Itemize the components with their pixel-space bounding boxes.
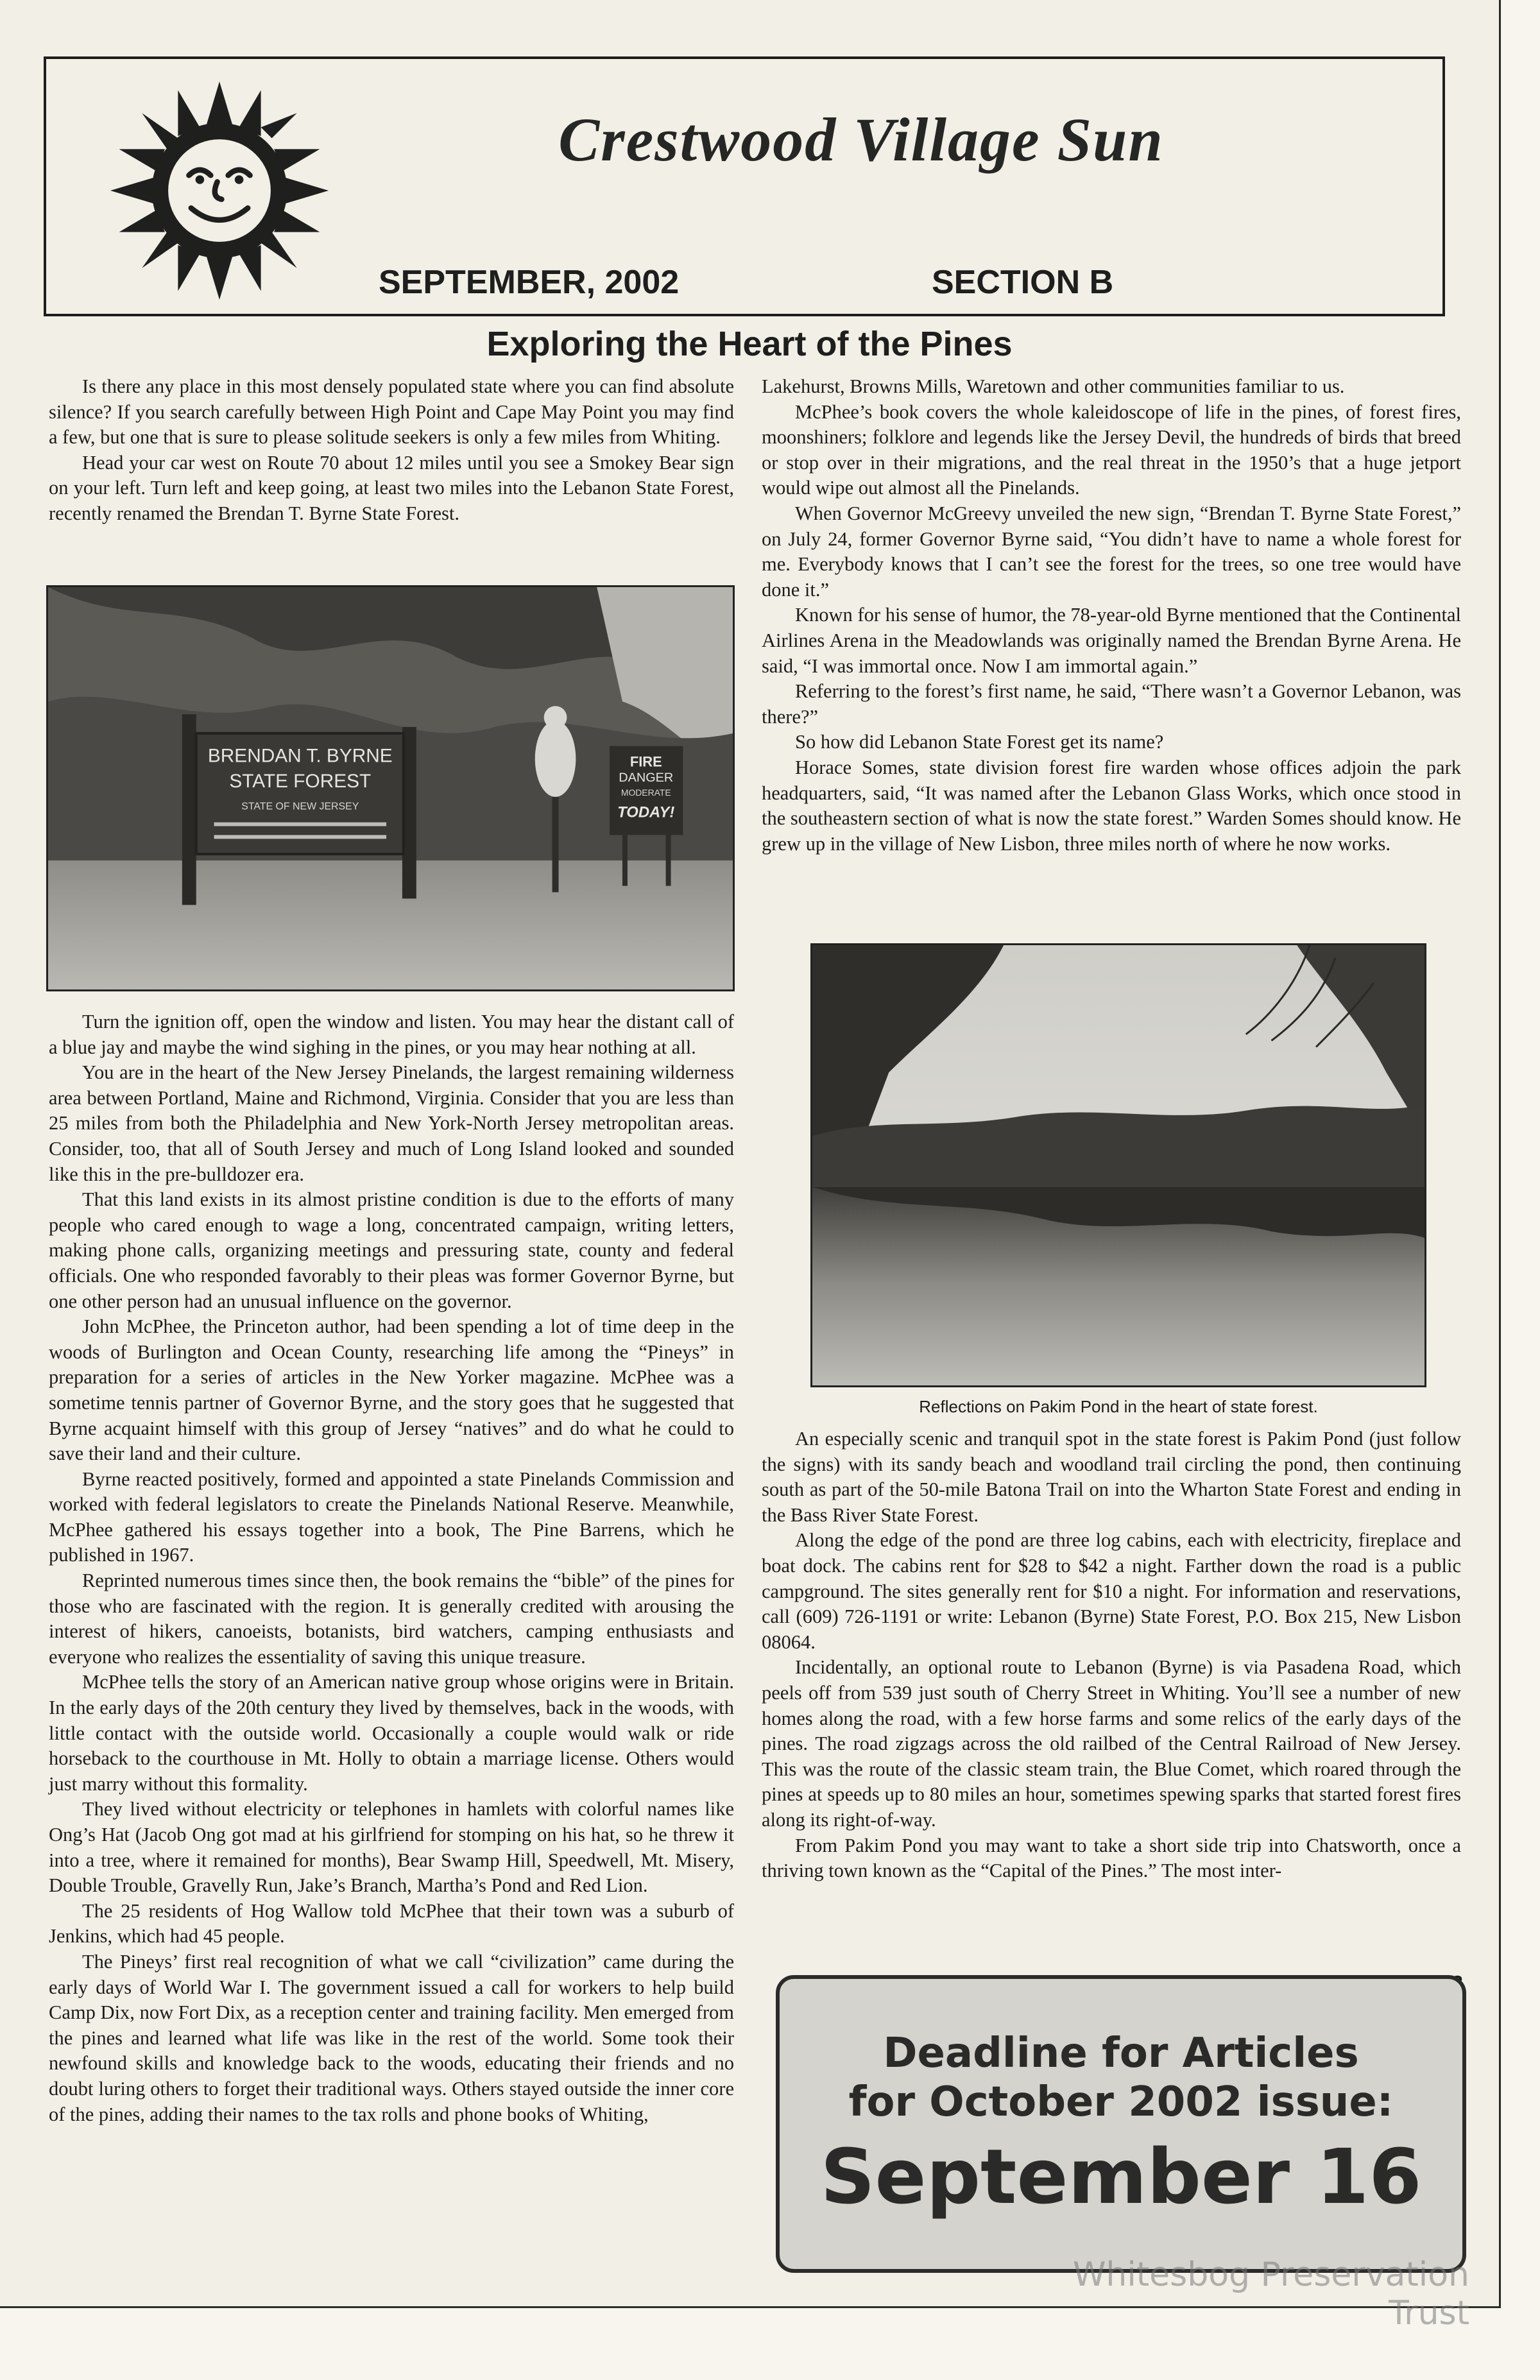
paragraph: McPhee tells the story of an American native group whose origins were in Britain. In the early days of the 20th century they lived by themselves, back in the woods, with little contact with the outside world. Occasionally a couple would walk or ride horseback to the courthouse in Mt. Holly to obtain a marriage license. Others would just marry without this formality. <box>49 1671 734 1795</box>
column-2-bottom <box>762 1426 1461 1965</box>
paragraph: From Pakim Pond you may want to take a short side trip into Chatsworth, once a thriving town known as the “Capital of the Pines.” The most inter- <box>762 1834 1461 1882</box>
section-label: SECTION B <box>932 264 1114 301</box>
article-headline: Exploring the Heart of the Pines <box>486 325 1013 363</box>
paragraph: John McPhee, the Princeton author, had been spending a lot of time deep in the woods of Burlington and Ocean County, researching life among the “Pineys” in preparation for a series of articles in the New Yorker magazine. McPhee was a sometime tennis partner of Governor Byrne, and the story goes that he suggested that Byrne acquaint himself with this group of Jersey “natives” and do what he could to save their land and their culture. <box>49 1315 734 1465</box>
column-2-top <box>762 374 1461 939</box>
paragraph: Along the edge of the pond are three log cabins, each with electricity, fireplace and boat dock. The cabins rent for $28 to $42 a night. Farther down the road is a public campground. The sites generally rent for $10 a night. For information and reservations, call (609) 726-1191 or write: Lebanon (Byrne) State Forest, P.O. Box 215, New Lisbon 08064. <box>762 1529 1461 1653</box>
paragraph: Lakehurst, Browns Mills, Waretown and other communities familiar to us. <box>762 375 1345 397</box>
paragraph: Head your car west on Route 70 about 12 miles until you see a Smokey Bear sign on your left. Turn left and keep going, at least two miles into the Lebanon State Forest, recently renamed the Brendan T. Byrne State Forest. <box>49 451 734 524</box>
deadline-date: September 16 <box>820 2132 1422 2221</box>
column-1-bottom <box>49 1009 734 2293</box>
paragraph: The 25 residents of Hog Wallow told McPhee that their town was a suburb of Jenkins, which had 45 people. <box>49 1899 734 1948</box>
paragraph: The Pineys’ first real recognition of what we call “civilization” came during the early days of World War I. The government issued a call for workers to help build Camp Dix, now Fort Dix, as a reception center and training facility. Men emerged from the pines and learned what life was like in the rest of the world. Some took their newfound skills and knowledge back to the woods, educating their friends and no doubt luring others to forget their traditional ways. Others stayed outside the inner core of the pines, adding their names to the tax rolls and phone books of Whiting, <box>49 1950 734 2125</box>
watermark: Whitesbog Preservation Trust <box>1072 2256 1469 2333</box>
masthead <box>44 56 1445 316</box>
newspaper-title: Crestwood Village Sun <box>558 105 1164 174</box>
issue-date: SEPTEMBER, 2002 <box>379 264 680 301</box>
photo-caption: Reflections on Pakim Pond in the heart of state forest. <box>919 1397 1318 1416</box>
fire-sign-text: DANGER <box>619 771 674 785</box>
deadline-line-1: Deadline for Articles <box>883 2030 1359 2077</box>
smiling-sun-icon <box>110 81 329 300</box>
deadline-line-2: for October 2002 issue: <box>848 2078 1394 2126</box>
paragraph: Referring to the forest’s first name, he said, “There wasn’t a Governor Lebanon, was there?” <box>762 680 1461 728</box>
paragraph: Known for his sense of humor, the 78-year-old Byrne mentioned that the Continental Airlines Arena in the Meadowlands was originally named the Brendan Byrne Arena. He said, “I was immortal once. Now I am immortal again.” <box>762 604 1461 677</box>
paragraph: McPhee’s book covers the whole kaleidoscope of life in the pines, of forest fires, moonshiners; folklore and legends like the Jersey Devil, the hundreds of birds that breed or stop over in their migrations, and the real threat in the 1950’s that a huge jetport would wipe out almost all the Pinelands. <box>762 400 1461 499</box>
paragraph: Byrne reacted positively, formed and appointed a state Pinelands Commission and worked with federal legislators to create the Pinelands National Reserve. Meanwhile, McPhee gathered his essays together into a book, The Pine Barrens, which he published in 1967. <box>49 1468 734 1566</box>
fire-sign-text: MODERATE <box>620 787 671 798</box>
column-1-top <box>49 374 734 567</box>
fire-sign-text: TODAY! <box>617 803 675 821</box>
paragraph: Turn the ignition off, open the window and listen. You may hear the distant call of a blue jay and maybe the wind sighing in the pines, or you may hear nothing at all. <box>49 1011 734 1058</box>
paragraph: You are in the heart of the New Jersey Pinelands, the largest remaining wilderness area between Portland, Maine and Richmond, Virginia. Consider that you are less than 25 miles from both the Philadelphia and New York-North Jersey metropolitan areas. Consider, too, that all of South Jersey and much of Long Island looked and sounded like this in the pre-bulldozer era. <box>49 1061 734 1185</box>
paragraph: Horace Somes, state division forest fire warden whose offices adjoin the park headquarters, said, “It was named after the Lebanon Glass Works, which once stood in the southeastern section of what is now the state forest.” Warden Somes should know. He grew up in the village of New Lisbon, three miles north of where he now works. <box>762 756 1461 855</box>
sign-text: STATE FOREST <box>229 771 372 792</box>
paragraph: An especially scenic and tranquil spot in the state forest is Pakim Pond (just follow the signs) with its sandy beach and woodland trail circling the pond, then continuing south as part of the 50-mile Batona Trail on into the Wharton State Forest and ending in the Bass River State Forest. <box>762 1428 1461 1526</box>
paragraph: Is there any place in this most densely populated state where you can find absolute silence? If you search carefully between High Point and Cape May Point you may find a few, but one that is sure to please solitude seekers is only a few miles from Whiting. <box>49 375 734 449</box>
forest-sign-photo <box>46 585 735 991</box>
paragraph: Incidentally, an optional route to Lebanon (Byrne) is via Pasadena Road, which peels off from 539 just south of Cherry Street in Whiting. You’ll see a number of new homes along the road, with a few horse farms and some relics of the early days of the pines. The road zigzags across the old railbed of the Central Railroad of New Jersey. This was the route of the classic steam train, the Blue Comet, which roared through the pines at speeds up to 80 miles an hour, sometimes spewing sparks that started forest fires along its right-of-way. <box>762 1656 1461 1831</box>
paragraph: Reprinted numerous times since then, the book remains the “bible” of the pines for those who are fascinated with the region. It is generally credited with arousing the interest of hikers, canoeists, botanists, bird watchers, camping enthusiasts and everyone who realizes the essentiality of saving this unique treasure. <box>49 1570 734 1668</box>
deadline-box <box>776 1975 1466 2273</box>
sign-text: STATE OF NEW JERSEY <box>241 801 359 812</box>
pond-photo <box>810 943 1426 1387</box>
paragraph: That this land exists in its almost pristine condition is due to the efforts of many people who cared enough to wage a long, concentrated campaign, writing letters, making phone calls, organizing meetings and pressuring state, county and federal officials. One who responded favorably to their pleas was former Governor Byrne, but one other person had an unusual influence on the governor. <box>49 1188 734 1312</box>
paragraph: So how did Lebanon State Forest get its name? <box>795 731 1164 753</box>
fire-sign-text: FIRE <box>629 753 662 770</box>
paragraph: They lived without electricity or telephones in hamlets with colorful names like Ong’s Hat (Jacob Ong got mad at his girlfriend for stomping on his hat, so he threw it into a tree, where it remained for months), Bear Swamp Hill, Speedwell, Mt. Misery, Double Trouble, Gravelly Run, Jake’s Branch, Martha’s Pond and Red Lion. <box>49 1798 734 1897</box>
paragraph: When Governor McGreevy unveiled the new sign, “Brendan T. Byrne State Forest,” on July 24, former Governor Byrne said, “You didn’t have to name a whole forest for me. Everybody knows that I can’t see the forest for the trees, so one tree would have done it.” <box>762 502 1461 601</box>
sign-text: BRENDAN T. BYRNE <box>207 745 393 767</box>
